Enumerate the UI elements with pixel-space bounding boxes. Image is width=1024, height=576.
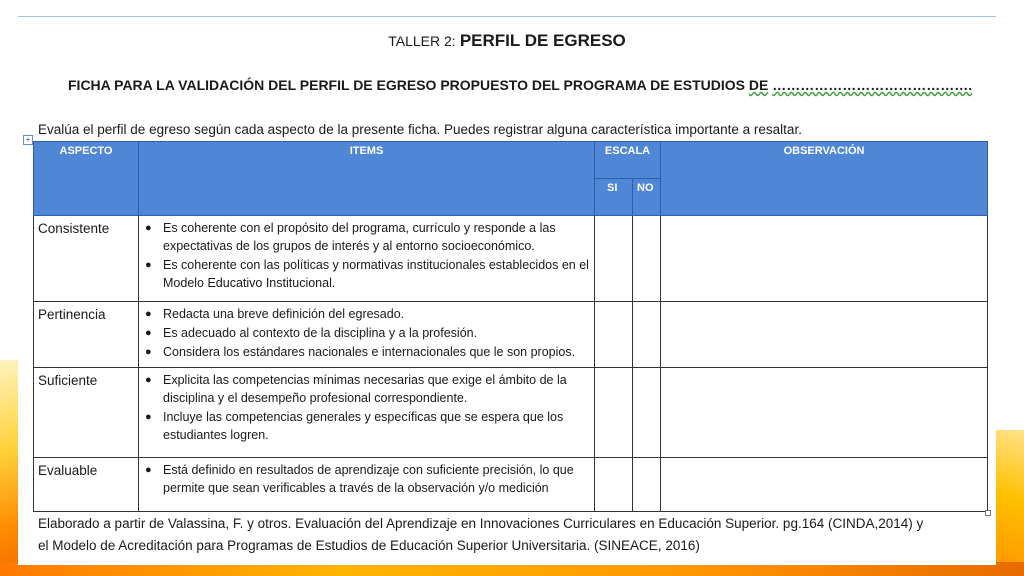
list-item: ● Incluye las competencias generales y específicas que se espera que los estudiantes logren. (145, 410, 564, 442)
table-row (34, 216, 988, 302)
list-item: ● Está definido en resultados de aprendizaje con suficiente precisión, lo que permite que sean verificables a través de la observación y/o medición (145, 463, 574, 495)
si-cell[interactable] (595, 302, 633, 368)
ficha-heading-blank: ……………………………………. (772, 77, 973, 93)
aspect-cell: Consistente (34, 216, 139, 302)
si-cell[interactable] (595, 216, 633, 302)
observacion-cell[interactable] (661, 458, 988, 512)
move-handle-icon[interactable]: + (23, 135, 33, 145)
list-item: ● Es coherente con el propósito del programa, currículo y responde a las expectativas de los grupos de interés y al entorno socioeconómico. (145, 221, 556, 253)
list-item: ● Redacta una breve definición del egresado. (145, 307, 405, 321)
header-no: NO (633, 179, 661, 216)
footer-line-1: Elaborado a partir de Valassina, F. y otros. Evaluación del Aprendizaje en Innovaciones Curriculares en Educación Superior. pg.164 (CINDA,2014) y (38, 516, 924, 531)
observacion-cell[interactable] (661, 302, 988, 368)
no-cell[interactable] (633, 302, 661, 368)
ficha-heading-text: FICHA PARA LA VALIDACIÓN DEL PERFIL DE EGRESO PROPUESTO DEL PROGRAMA DE ESTUDIOS (68, 77, 745, 93)
table-row (34, 458, 988, 512)
table-resize-handle[interactable] (985, 510, 991, 516)
items-cell (139, 458, 595, 512)
aspect-cell: Suficiente (34, 368, 139, 458)
bullet-icon: ● (145, 346, 152, 358)
items-cell (139, 302, 595, 368)
no-cell[interactable] (633, 216, 661, 302)
title-main: PERFIL DE EGRESO (459, 31, 626, 50)
validation-table (33, 141, 988, 512)
bullet-icon: ● (145, 411, 152, 423)
footer-citation (38, 513, 923, 557)
bullet-icon: ● (145, 222, 152, 234)
list-item: ● Es adecuado al contexto de la disciplina y a la profesión. (145, 326, 478, 340)
table-row (34, 368, 988, 458)
bullet-icon: ● (145, 327, 152, 339)
no-cell[interactable] (633, 368, 661, 458)
document-page (18, 16, 996, 565)
title-prefix: TALLER 2: (388, 33, 456, 49)
aspect-cell: Evaluable (34, 458, 139, 512)
items-cell (139, 368, 595, 458)
items-cell (139, 216, 595, 302)
page-title (18, 31, 996, 51)
bullet-icon: ● (145, 308, 152, 320)
ficha-heading-de: DE (748, 77, 769, 93)
list-item: ● Es coherente con las políticas y normativas institucionales establecidos en el Modelo Educativo Institucional. (145, 258, 589, 290)
header-items: ITEMS (139, 142, 595, 216)
aspect-cell: Pertinencia (34, 302, 139, 368)
observacion-cell[interactable] (661, 216, 988, 302)
observacion-cell[interactable] (661, 368, 988, 458)
header-aspecto: ASPECTO (34, 142, 139, 216)
bullet-icon: ● (145, 464, 152, 476)
table-row (34, 302, 988, 368)
header-observacion: OBSERVACIÓN (661, 142, 988, 216)
bullet-icon: ● (145, 374, 152, 386)
header-si: SI (595, 179, 633, 216)
list-item: ● Explicita las competencias mínimas necesarias que exige el ámbito de la disciplina y el desempeño profesional correspondiente. (145, 373, 567, 405)
no-cell[interactable] (633, 458, 661, 512)
si-cell[interactable] (595, 458, 633, 512)
header-escala: ESCALA (595, 142, 661, 179)
si-cell[interactable] (595, 368, 633, 458)
list-item: ● Considera los estándares nacionales e internacionales que le son propios. (145, 345, 576, 359)
footer-line-2: el Modelo de Acreditación para Programas de Estudios de Educación Superior Universitaria. (SINEACE, 2016) (38, 538, 700, 553)
ficha-heading (68, 77, 972, 93)
instruction-text: Evalúa el perfil de egreso según cada aspecto de la presente ficha. Puedes registrar alguna característica importante a resaltar. (38, 122, 802, 137)
bullet-icon: ● (145, 259, 152, 271)
table-header-row (34, 142, 988, 179)
